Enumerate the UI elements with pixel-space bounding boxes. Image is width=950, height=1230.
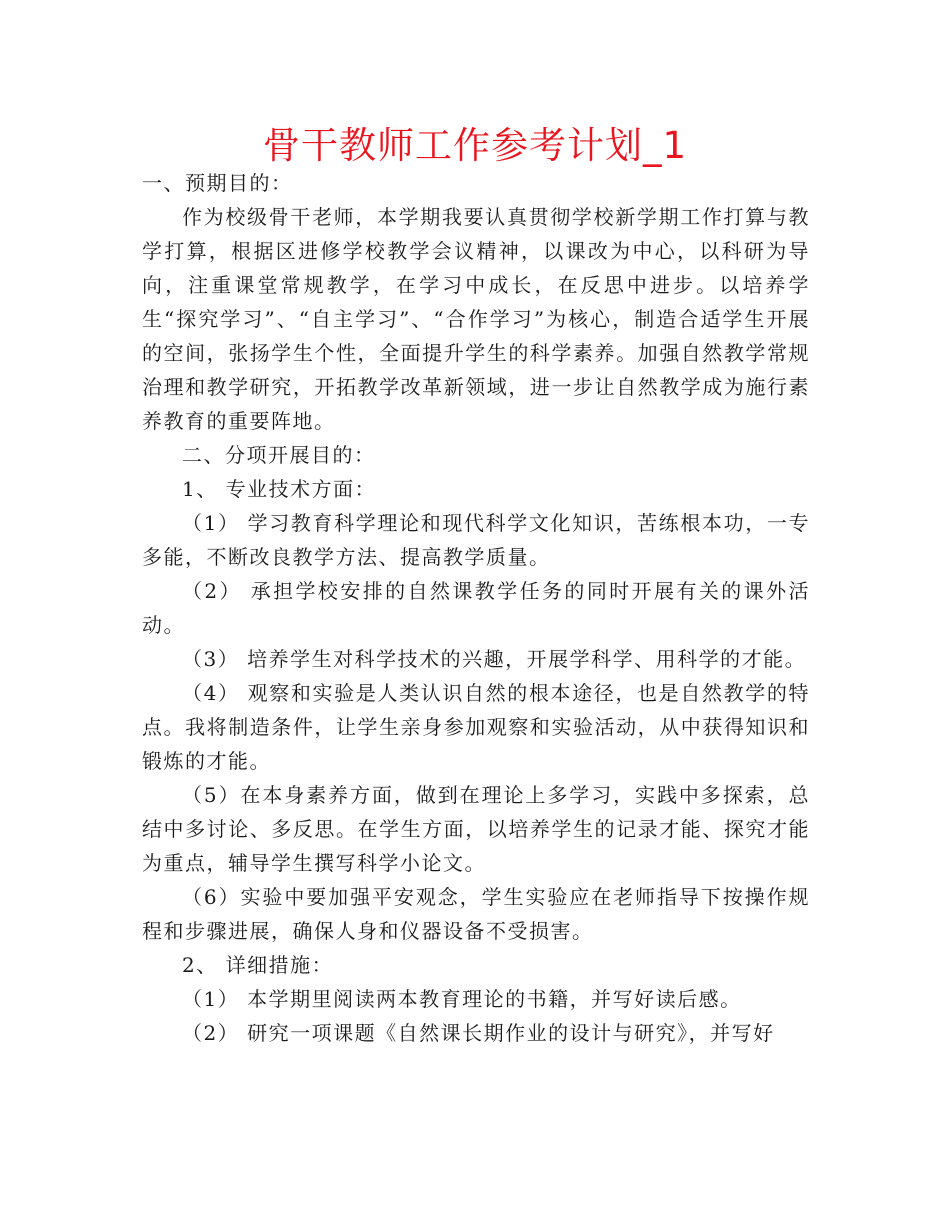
paragraph-intro: 作为校级骨干老师，本学期我要认真贯彻学校新学期工作打算与教学打算，根据区进修学校教学会议精神，以课改为中心，以科研为导向，注重课堂常规教学，在学习中成长，在反思中进步。以培养学生“探究学习”、“自主学习”、“合作学习”为核心，制造合适学生开展的空间，张扬学生个性，全面提升学生的科学素养。加强自然教学常规治理和教学研究，开拓教学改革新领域，进一步让自然教学成为施行素养教育的重要阵地。 xyxy=(142,205,810,433)
list-item-1: （1） 学习教育科学理论和现代科学文化知识，苦练根本功，一专多能，不断改良教学方法、提高教学质量。 xyxy=(142,511,810,569)
document-title: 骨干教师工作参考计划_1 xyxy=(262,124,688,167)
subheading-professional: 1、 专业技术方面： xyxy=(182,477,377,501)
list-item-6: （6）实验中要加强平安观念，学生实验应在老师指导下按操作规程和步骤进展，确保人身和仪器设备不受损害。 xyxy=(142,885,810,943)
subheading-measures: 2、 详细措施： xyxy=(182,953,334,977)
document-body xyxy=(142,166,810,1050)
list-item-2: （2） 承担学校安排的自然课教学任务的同时开展有关的课外活动。 xyxy=(142,579,810,637)
list-item-5: （5）在本身素养方面，做到在理论上多学习，实践中多探索，总结中多讨论、多反思。在学生方面，以培养学生的记录才能、探究才能为重点，辅导学生撰写科学小论文。 xyxy=(142,783,810,875)
section-heading-goals: 一、预期目的： xyxy=(142,171,293,195)
list-item-4: （4） 观察和实验是人类认识自然的根本途径，也是自然教学的特点。我将制造条件，让学生亲身参加观察和实验活动，从中获得知识和锻炼的才能。 xyxy=(142,681,810,773)
list-item-3: （3） 培养学生对科学技术的兴趣，开展学科学、用科学的才能。 xyxy=(182,647,807,671)
measure-item-2: （2） 研究一项课题《自然课长期作业的设计与研究》，并写好 xyxy=(182,1021,775,1045)
measure-item-1: （1） 本学期里阅读两本教育理论的书籍，并写好读后感。 xyxy=(182,987,742,1011)
section-heading-subgoals: 二、分项开展目的： xyxy=(182,443,376,467)
